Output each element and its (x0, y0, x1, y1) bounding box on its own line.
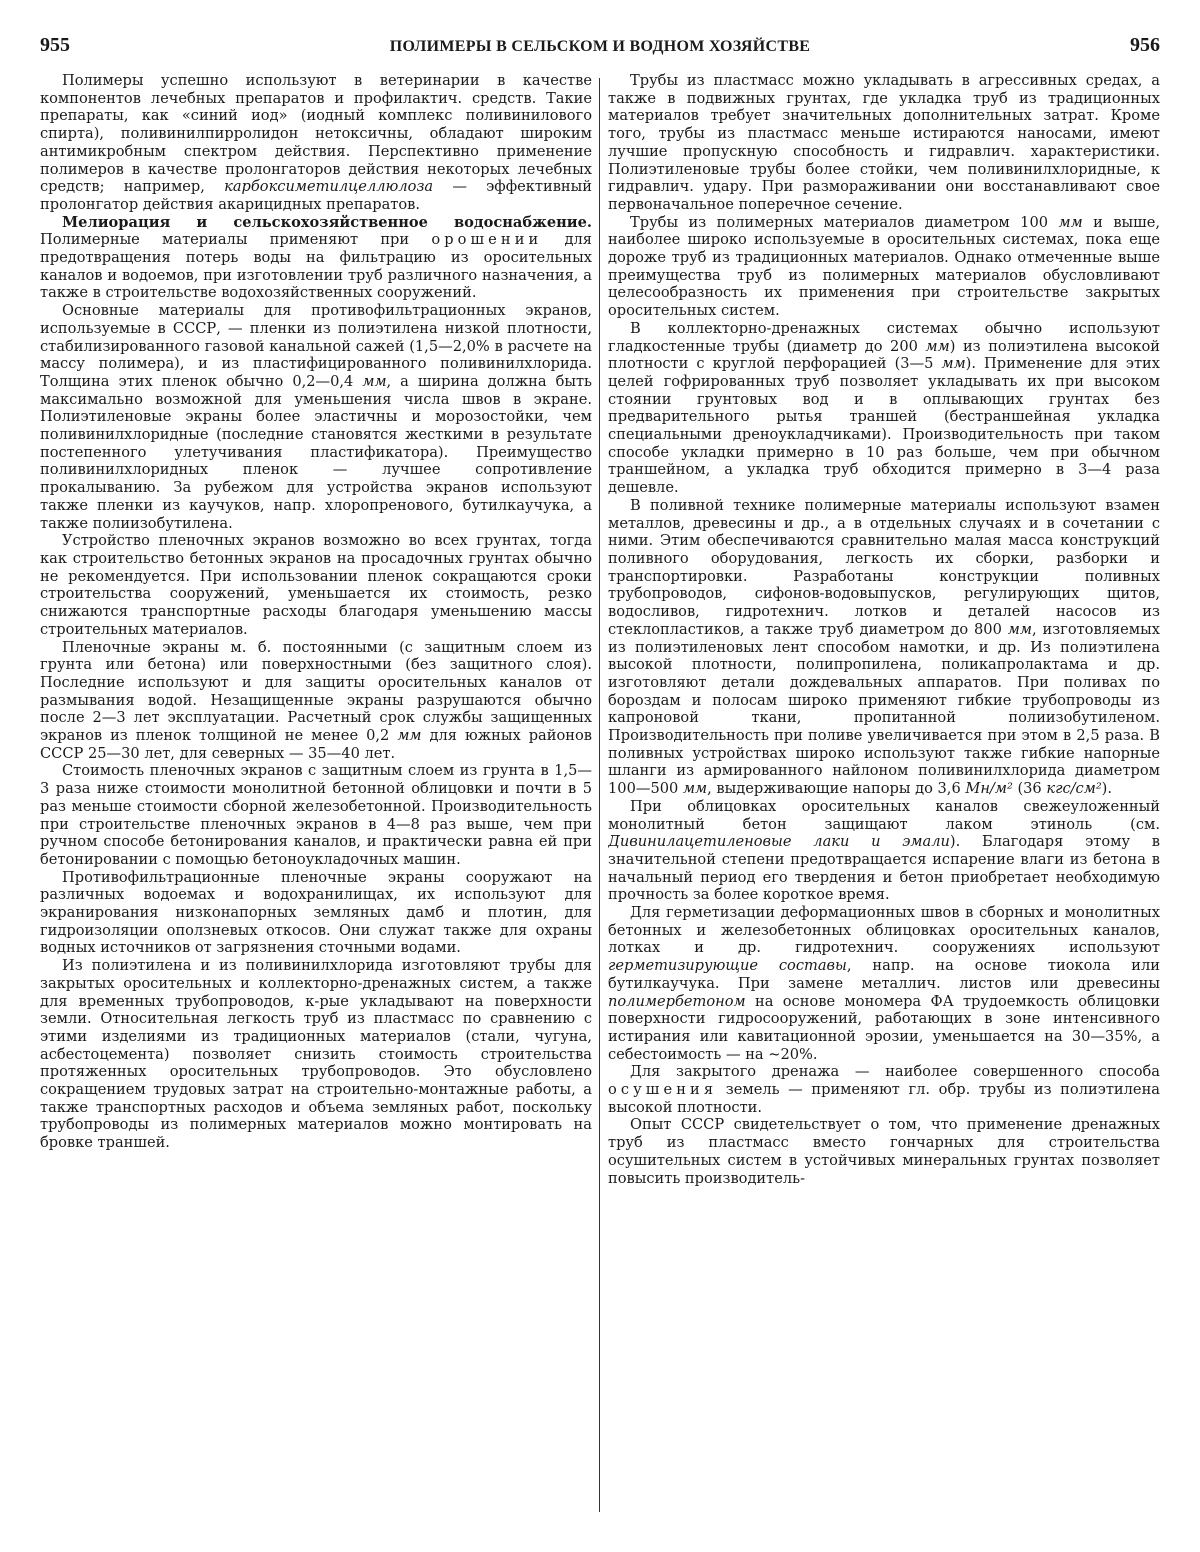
paragraph-veterinary: Полимеры успешно используют в ветеринарии в качестве компонентов лечебных препаратов и профилактич. средств. Такие препараты, как «синий иод» (иодный комплекс поливинилового спирта), поливинилпирролидон нетоксичны, обладают широким антимикробным спектром действия. Перспективно применение полимеров в качестве пролонгаторов действия некоторых лечебных средств; например, карбоксиметилцеллюлоза — эффективный пролонгатор действия акарицидных препаратов. (40, 72, 592, 213)
paragraph-screen-install: Устройство пленочных экранов возможно во всех грунтах, тогда как строительство бетонных экранов на просадочных грунтах обычно не рекомендуется. При использовании пленок сокращаются сроки строительства сооружений, уменьшается их стоимость, резко снижаются транспортные расходы благодаря уменьшению массы строительных материалов. (40, 532, 592, 638)
paragraph-pipe-cost: Трубы из полимерных материалов диаметром 100 мм и выше, наиболее широко используемые в оросительных системах, пока еще дороже труб из традиционных материалов. Однако отмеченные выше преимущества труб из полимерных материалов обусловливают целесообразность их применения при строительстве закрытых оросительных систем. (608, 213, 1160, 320)
text-columns (40, 72, 1160, 1522)
paragraph-sealing: Для герметизации деформационных швов в сборных и монолитных бетонных и железобетонных облицовках оросительных каналов, лотках и др. гидротехнич. сооружениях используют герметизирующие составы, напр. на основе тиокола или бутилкаучука. При замене металлич. листов или древесины полимербетоном на основе мономера ФА трудоемкость облицовки поверхности гидросооружений, работающих в зоне интенсивного истирания или кавитационной эрозии, уменьшается на 30—35%, а себестоимость — на ~20%. (608, 904, 1160, 1063)
paragraph-irrigation-tech: В поливной технике полимерные материалы используют взамен металлов, древесины и др., а в отдельных случаях и в сочетании с ними. Этим обеспечиваются сравнительно малая масса конструкций поливного оборудования, легкость их сборки, разборки и транспортировки. Разработаны конструкции поливных трубопроводов, сифонов-водовыпусков, регулирующих щитов, водосливов, гидротехнич. лотков и деталей насосов из стеклопластиков, а также труб диаметром до 800 мм, изготовляемых из полиэтиленовых лент способом намотки, и др. Из полиэтилена высокой плотности, полипропилена, поликапролактама и др. изготовляют детали дождевальных аппаратов. При поливах по бороздам и полосам широко применяют гибкие трубопроводы из капроновой ткани, пропитанной полиизобутиленом. Производительность при поливе увеличивается при этом в 2,5 раза. В поливных устройствах широко используют также гибкие напорные шланги из армированного найлоном поливинилхлорида диаметром 100—500 мм, выдерживающие напоры до 3,6 Мн/м² (36 кгс/см²). (608, 496, 1160, 798)
paragraph-screen-uses: Противофильтрационные пленочные экраны сооружают на различных водоемах и водохранилищах, их используют для экранирования низконапорных земляных дамб и плотин, для гидроизоляции оползневых откосов. Они служат также для охраны водных источников от загрязнения сточными водами. (40, 868, 592, 957)
section-heading: Мелиорация и сельскохозяйственное водоснабжение. (62, 213, 592, 231)
term-cmc: карбоксиметилцеллюлоза (224, 178, 434, 196)
spaced-term-drainage: осушения (608, 1081, 718, 1099)
paragraph-screen-cost: Стоимость пленочных экранов с защитным слоем из грунта в 1,5—3 раза ниже стоимости монолитной бетонной облицовки и почти в 5 раз меньше стоимости сборной железобетонной. Производительность при строительстве пленочных экранов в 4—8 раз выше, чем при ручном способе бетонирования каналов, и практически равна ей при бетонировании с помощью бетоноукладочных машин. (40, 762, 592, 868)
paragraph-closed-drainage: Для закрытого дренажа — наиболее совершенного способа осушения земель — применяют гл. обр. трубы из полиэтилена высокой плотности. (608, 1063, 1160, 1116)
right-column (608, 72, 1160, 1522)
cross-reference: Дивинилацетиленовые лаки и эмали (608, 833, 950, 851)
left-column (40, 72, 592, 1522)
running-header (40, 34, 1160, 62)
running-title: ПОЛИМЕРЫ В СЕЛЬСКОМ И ВОДНОМ ХОЗЯЙСТВЕ (389, 38, 811, 55)
paragraph-pipe-advantages: Трубы из пластмасс можно укладывать в агрессивных средах, а также в подвижных грунтах, где укладка труб из традиционных материалов требует значительных дополнительных затрат. Кроме того, трубы из пластмасс меньше истираются наносами, имеют лучшие пропускную способность и гидравлич. характеристики. Полиэтиленовые трубы более стойки, чем поливинилхлоридные, к гидравлич. удару. При размораживании они восстанавливают свое первоначальное поперечное сечение. (608, 72, 1160, 213)
paragraph-drainage: В коллекторно-дренажных системах обычно используют гладкостенные трубы (диаметр до 200 мм) из полиэтилена высокой плотности с круглой перфорацией (3—5 мм). Применение для этих целей гофрированных труб позволяет укладывать их при высоком стоянии грунтовых вод и в оплывающих грунтах без предварительного рытья траншей (бестраншейная укладка специальными дреноукладчиками). Производительность при таком способе укладки примерно в 10 раз больше, чем при обычном траншейном, а укладка труб обходится примерно в 3—4 раза дешевле. (608, 319, 1160, 497)
paragraph-melioration: Мелиорация и сельскохозяйственное водоснабжение. Полимерные материалы применяют при орошении для предотвращения потерь воды на фильтрацию из оросительных каналов и водоемов, при изготовлении труб различного назначения, а также в строительстве водохозяйственных сооружений. (40, 213, 592, 302)
paragraph-ussr-experience: Опыт СССР свидетельствует о том, что применение дренажных труб из пластмасс вместо гончарных для строительства осушительных систем в устойчивых минеральных грунтах позволяет повысить производитель- (608, 1116, 1160, 1187)
term-polymer-concrete: полимербетоном (608, 992, 746, 1010)
paragraph-screen-materials: Основные материалы для противофильтрационных экранов, используемые в СССР, — пленки из полиэтилена низкой плотности, стабилизированного газовой канальной сажей (1,5—2,0% в расчете на массу полимера), и из пластифицированного поливинилхлорида. Толщина этих пленок обычно 0,2—0,4 мм, а ширина должна быть максимально возможной для уменьшения числа швов в экране. Полиэтиленовые экраны более эластичны и морозостойки, чем поливинилхлоридные (последние становятся жесткими в результате постепенного улетучивания пластификатора). Преимущество поливинилхлоридных пленок — лучшее сопротивление прокалыванию. За рубежом для устройства экранов используют также пленки из каучуков, напр. хлоропренового, бутилкаучука, а также полиизобутилена. (40, 302, 592, 532)
paragraph-pipes: Из полиэтилена и из поливинилхлорида изготовляют трубы для закрытых оросительных и коллекторно-дренажных систем, а также для временных трубопроводов, к-рые укладывают на поверхности земли. Относительная легкость труб из пластмасс по сравнению с этими изделиями из традиционных материалов (стали, чугуна, асбестоцемента) позволяет снизить стоимость строительства протяженных оросительных трубопроводов. Это обусловлено сокращением трудовых затрат на строительно-монтажные работы, а также транспортных расходов и объема земляных работ, поскольку трубопроводы из полимерных материалов можно монтировать на бровке траншей. (40, 957, 592, 1152)
page-number-left: 955 (40, 34, 70, 56)
page-number-right: 956 (1129, 34, 1160, 56)
paragraph-screen-types: Пленочные экраны м. б. постоянными (с защитным слоем из грунта или бетона) или поверхностными (без защитного слоя). Последние используют и для защиты оросительных каналов от размывания водой. Незащищенные экраны разрушаются обычно после 2—3 лет эксплуатации. Расчетный срок службы защищенных экранов из пленок толщиной не менее 0,2 мм для южных районов СССР 25—30 лет, для северных — 35—40 лет. (40, 638, 592, 762)
spaced-term-irrigation: орошении (431, 231, 543, 249)
term-sealants: герметизирующие составы (608, 957, 847, 975)
paragraph-concrete-lacquer: При облицовках оросительных каналов свежеуложенный монолитный бетон защищают лаком этиноль (см. Дивинилацетиленовые лаки и эмали). Благодаря этому в значительной степени предотвращается испарение влаги из бетона в начальный период его твердения и бетон приобретает необходимую прочность за более короткое время. (608, 797, 1160, 904)
